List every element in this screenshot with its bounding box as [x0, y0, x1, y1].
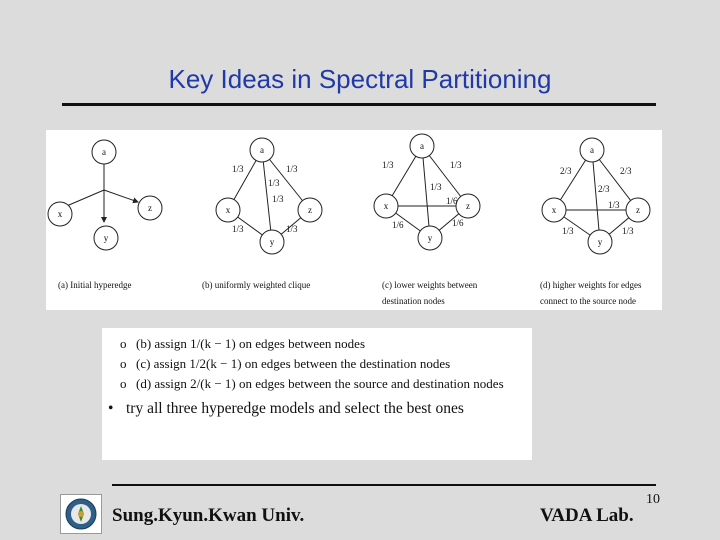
sub-bullet-marker: o	[120, 376, 127, 391]
footer-lab: VADA Lab.	[540, 505, 634, 526]
edge-label: 1/3	[562, 226, 574, 236]
footer-university: Sung.Kyun.Kwan Univ.	[112, 505, 305, 526]
edge-label: 1/3	[286, 224, 298, 234]
node-a: a	[102, 147, 106, 157]
edge-label: 1/3	[272, 194, 284, 204]
main-bullet-marker: •	[108, 400, 114, 417]
node-z: z	[148, 203, 152, 213]
node-x: x	[57, 209, 63, 219]
edge-label: 1/3	[286, 164, 298, 174]
main-bullet-text: try all three hyperedge models and select the best ones	[126, 400, 464, 417]
edge-label: 1/3	[450, 160, 462, 170]
edge-label: 1/3	[268, 178, 280, 188]
edge-label: 1/6	[446, 196, 458, 206]
node-z: z	[636, 205, 640, 215]
node-y: y	[103, 233, 109, 243]
panel-b-caption: (b) uniformly weighted clique	[202, 280, 311, 290]
panel-a-caption: (a) Initial hyperedge	[58, 280, 132, 290]
node-y: y	[427, 233, 433, 243]
main-bullet	[108, 400, 464, 418]
node-y: y	[597, 237, 603, 247]
edge-label: 2/3	[598, 184, 610, 194]
footer-divider	[112, 484, 656, 486]
node-x: x	[225, 205, 231, 215]
sub-bullet-text: (c) assign 1/2(k − 1) on edges between the destination nodes	[136, 356, 451, 371]
panel-b-uniform-clique	[202, 138, 322, 290]
sub-bullet-c	[120, 356, 450, 372]
panel-a-initial-hyperedge	[48, 140, 162, 290]
edge-label: 1/6	[452, 218, 464, 228]
edge-label: 1/3	[608, 200, 620, 210]
panel-d-higher-source-weights	[540, 138, 650, 306]
panel-c-caption-line-2: destination nodes	[382, 296, 445, 306]
university-logo	[60, 494, 102, 534]
node-y: y	[269, 237, 275, 247]
edge-label: 1/3	[232, 164, 244, 174]
panel-d-caption-line-1: (d) higher weights for edges	[540, 280, 642, 290]
edge-label: 1/3	[430, 182, 442, 192]
node-a: a	[590, 145, 594, 155]
bullet-list	[102, 328, 532, 460]
sub-bullet-d	[120, 376, 504, 392]
node-z: z	[308, 205, 312, 215]
slide-title: Key Ideas in Spectral Partitioning	[168, 64, 552, 94]
hyperedge-models-figure	[46, 130, 662, 310]
sub-bullet-marker: o	[120, 336, 127, 351]
edge-label: 2/3	[560, 166, 572, 176]
edge-label: 1/3	[382, 160, 394, 170]
sub-bullet-text: (d) assign 2/(k − 1) on edges between the source and destination nodes	[136, 376, 504, 391]
node-x: x	[551, 205, 557, 215]
node-x: x	[383, 201, 389, 211]
node-a: a	[260, 145, 264, 155]
title-divider	[62, 103, 656, 106]
node-a: a	[420, 141, 424, 151]
panel-c-caption-line-1: (c) lower weights between	[382, 280, 478, 290]
page-number: 10	[646, 492, 660, 507]
edge-label: 1/6	[392, 220, 404, 230]
sub-bullet-marker: o	[120, 356, 127, 371]
edge-label: 2/3	[620, 166, 632, 176]
sub-bullet-text: (b) assign 1/(k − 1) on edges between nodes	[136, 336, 365, 351]
edge-label: 1/3	[232, 224, 244, 234]
sub-bullet-b	[120, 336, 365, 352]
panel-d-caption-line-2: connect to the source node	[540, 296, 636, 306]
edge-label: 1/3	[622, 226, 634, 236]
node-z: z	[466, 201, 470, 211]
panel-c-lower-destination-weights	[374, 134, 480, 306]
